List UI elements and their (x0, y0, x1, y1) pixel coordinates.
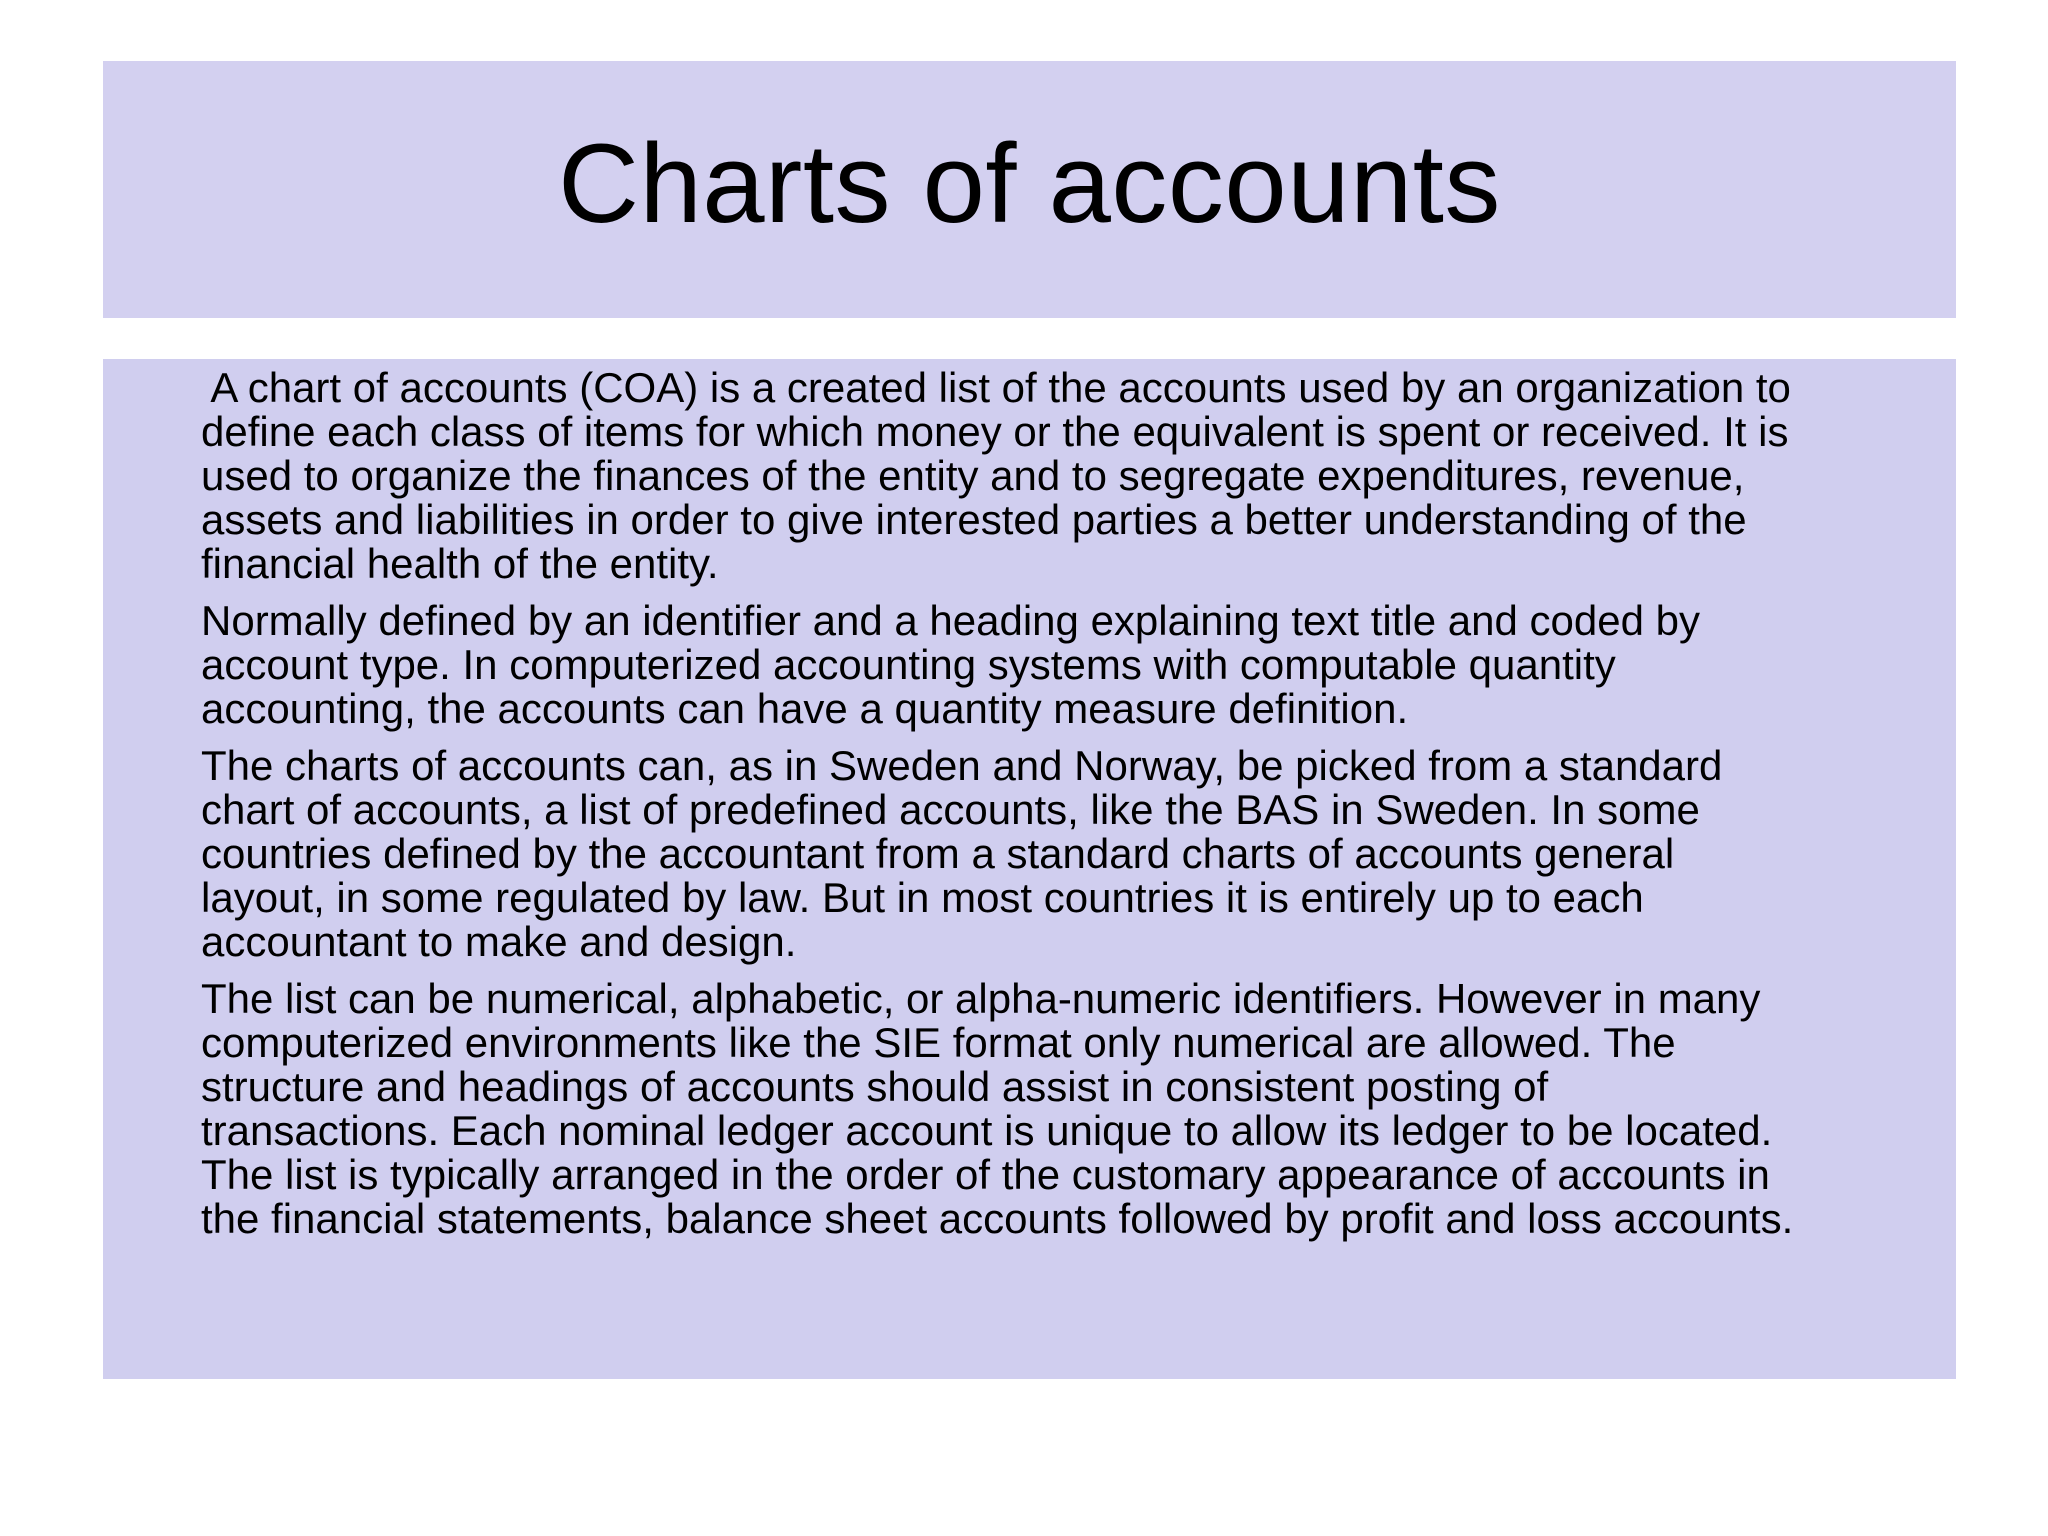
text-line: account type. In computerized accounting systems with computable quantity (201, 641, 1616, 688)
text-line: accountant to make and design. (201, 918, 797, 965)
text-line: The list is typically arranged in the order of the customary appearance of accounts in (201, 1151, 1770, 1198)
text-line: transactions. Each nominal ledger account is unique to allow its ledger to be located. (201, 1107, 1773, 1154)
text-line: The list can be numerical, alphabetic, or alpha-numeric identifiers. However in many (201, 975, 1761, 1022)
body-panel (103, 359, 1956, 1379)
text-line: A chart of accounts (COA) is a created list of the accounts used by an organization to (201, 364, 1791, 411)
title-panel (103, 61, 1956, 318)
text-line: countries defined by the accountant from a standard charts of accounts general (201, 830, 1675, 877)
text-line: assets and liabilities in order to give interested parties a better understanding of the (201, 496, 1747, 543)
paragraph-list-identifiers (201, 977, 1936, 1241)
text-line: the financial statements, balance sheet accounts followed by profit and loss accounts. (201, 1195, 1794, 1242)
slide-title: Charts of accounts (558, 120, 1501, 246)
text-line: computerized environments like the SIE format only numerical are allowed. The (201, 1019, 1676, 1066)
text-line: layout, in some regulated by law. But in most countries it is entirely up to each (201, 874, 1644, 921)
text-line: structure and headings of accounts should assist in consistent posting of (201, 1063, 1549, 1110)
text-line: define each class of items for which money or the equivalent is spent or received. It is (201, 408, 1789, 455)
paragraph-identifier (201, 599, 1936, 731)
paragraph-standard-charts (201, 744, 1936, 964)
text-line: The charts of accounts can, as in Sweden and Norway, be picked from a standard (201, 742, 1723, 789)
text-line: Normally defined by an identifier and a heading explaining text title and coded by (201, 597, 1700, 644)
text-line: chart of accounts, a list of predefined accounts, like the BAS in Sweden. In some (201, 786, 1700, 833)
text-line: used to organize the finances of the entity and to segregate expenditures, revenue, (201, 452, 1745, 499)
text-line: accounting, the accounts can have a quantity measure definition. (201, 685, 1409, 732)
paragraph-coa-definition (201, 366, 1936, 586)
text-line: financial health of the entity. (201, 540, 719, 587)
